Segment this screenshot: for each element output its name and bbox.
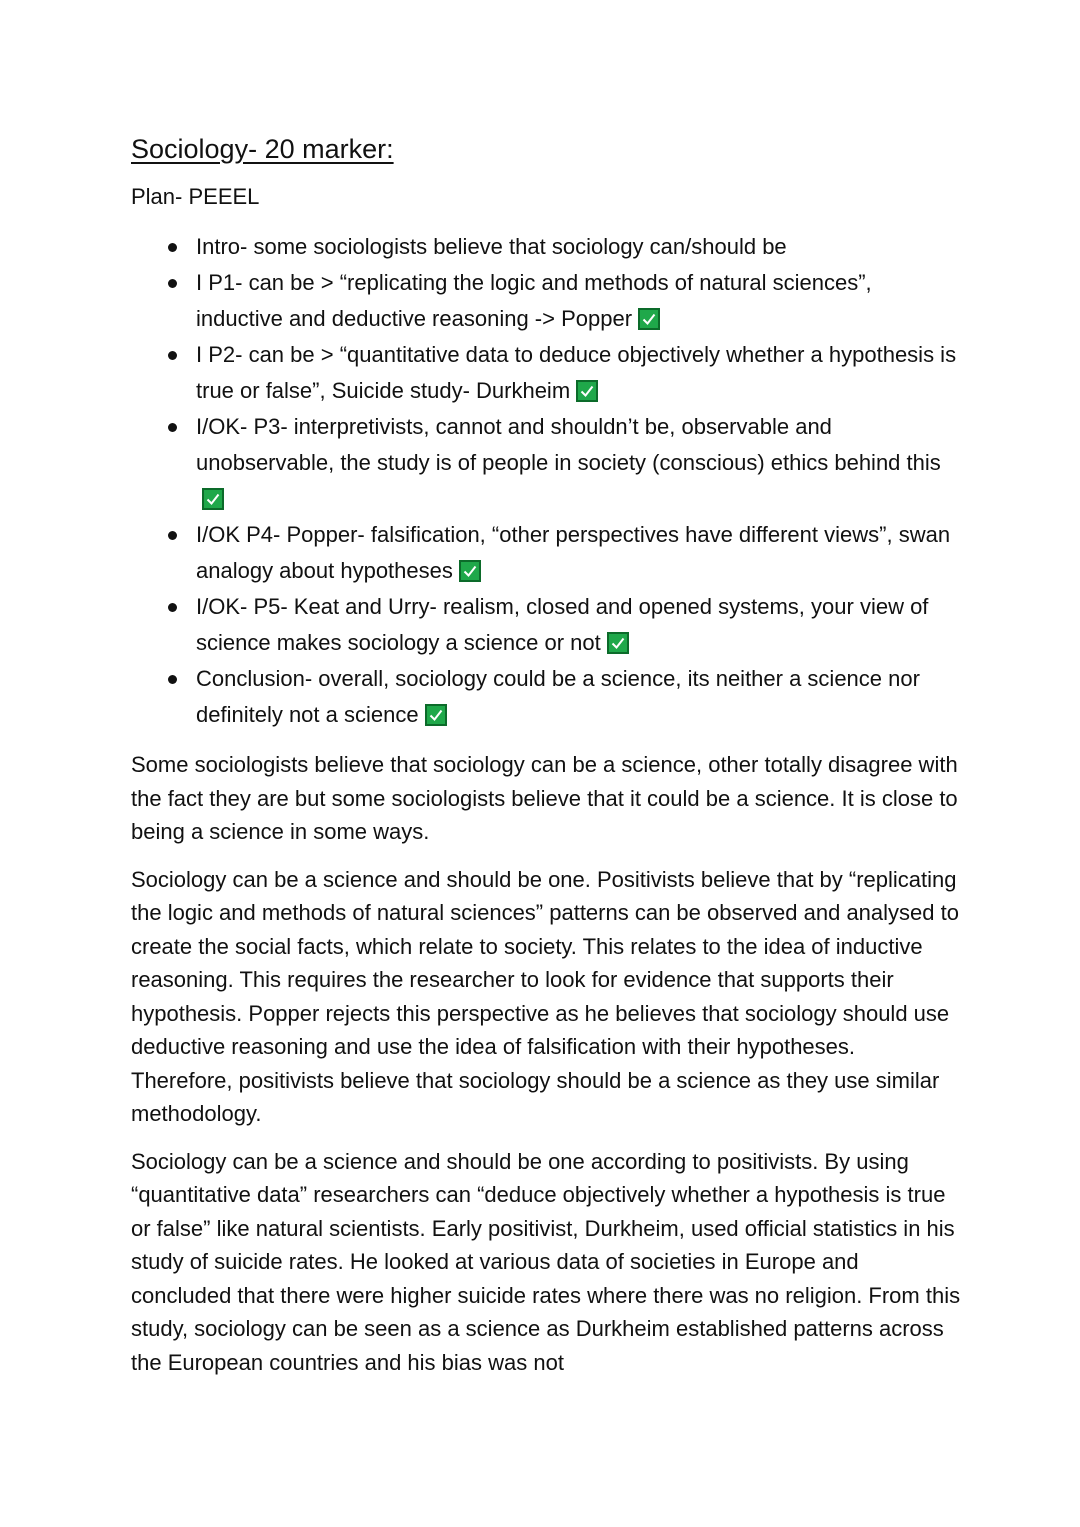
bullet-text: I/OK P4- Popper- falsification, “other perspectives have different views”, swan analogy about hypotheses xyxy=(196,522,951,583)
green-check-icon xyxy=(576,380,598,402)
green-check-icon xyxy=(202,488,224,510)
bullet-dot-icon xyxy=(168,531,177,540)
essay-paragraph-intro: Some sociologists believe that sociology can be a science, other totally disagree with the fact they are but some sociologists believe that it could be a science. It is close to being a science in some ways. xyxy=(131,752,958,844)
plan-label: Plan- PEEEL xyxy=(131,184,260,209)
green-check-icon xyxy=(638,308,660,330)
bullet-text: I P2- can be > “quantitative data to deduce objectively whether a hypothesis is true or false”, Suicide study- Durkheim xyxy=(196,342,957,403)
bullet-text: Intro- some sociologists believe that sociology can/should be xyxy=(196,234,787,259)
bullet-dot-icon xyxy=(168,423,177,432)
plan-bullet-p5 xyxy=(131,589,961,661)
plan-bullet-conclusion xyxy=(131,661,961,733)
bullet-text: I/OK- P5- Keat and Urry- realism, closed and opened systems, your view of science makes sociology a science or not xyxy=(196,594,929,655)
plan-bullet-list xyxy=(131,229,961,733)
bullet-text: Conclusion- overall, sociology could be a science, its neither a science nor definitely not a science xyxy=(196,666,920,727)
plan-bullet-p3 xyxy=(131,409,961,517)
bullet-dot-icon xyxy=(168,603,177,612)
bullet-dot-icon xyxy=(168,351,177,360)
plan-bullet-intro xyxy=(131,229,961,265)
green-check-icon xyxy=(607,632,629,654)
document-title: Sociology- 20 marker: xyxy=(131,134,394,164)
bullet-dot-icon xyxy=(168,243,177,252)
green-check-icon xyxy=(425,704,447,726)
bullet-text: I P1- can be > “replicating the logic and methods of natural sciences”, inductive and deductive reasoning -> Popper xyxy=(196,270,872,331)
plan-bullet-p1 xyxy=(131,265,961,337)
plan-bullet-p4 xyxy=(131,517,961,589)
bullet-text: I/OK- P3- interpretivists, cannot and shouldn’t be, observable and unobservable, the study is of people in society (conscious) ethics behind this xyxy=(196,414,941,475)
bullet-dot-icon xyxy=(168,279,177,288)
bullet-dot-icon xyxy=(168,675,177,684)
essay-paragraph-durkheim: Sociology can be a science and should be one according to positivists. By using “quantitative data” researchers can “deduce objectively whether a hypothesis is true or false” like natural scientists. Early positivist, Durkheim, used official statistics in his study of suicide rates. He looked at various data of societies in Europe and concluded that there were higher suicide rates where there was no religion. From this study, sociology can be seen as a science as Durkheim established patterns across the European countries and his bias was not xyxy=(131,1148,961,1375)
plan-bullet-p2 xyxy=(131,337,961,409)
green-check-icon xyxy=(459,560,481,582)
document-page xyxy=(131,130,961,1379)
essay-paragraph-positivists: Sociology can be a science and should be one. Positivists believe that by “replicating the logic and methods of natural sciences” patterns can be observed and analysed to create the social facts, which relate to society. This relates to the idea of inductive reasoning. This requires the researcher to look for evidence that supports their hypothesis. Popper rejects this perspective as he believes that sociology should use deductive reasoning and use the idea of falsification with their hypotheses. Therefore, positivists believe that sociology should be a science as they use similar methodology. xyxy=(131,866,959,1126)
